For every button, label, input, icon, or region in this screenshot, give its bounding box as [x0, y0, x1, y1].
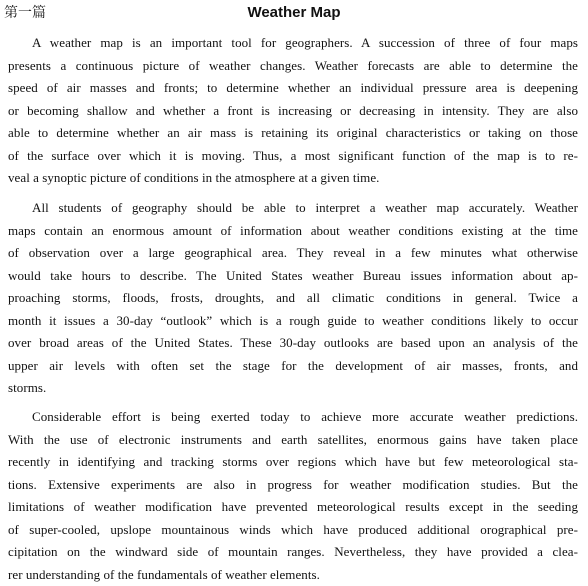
paragraph-2	[8, 197, 578, 400]
paragraph-line: upper air levels with often set the stage for the development of air masses, fronts, and	[8, 357, 578, 373]
paragraph-line: speed of air masses and fronts; to determine whether an individual pressure area is deepening	[8, 80, 578, 95]
paragraph-1	[8, 32, 578, 190]
chapter-label: 第一篇	[4, 5, 46, 21]
paragraph-line: over broad areas of the United States. These 30-day outlooks are based upon an analysis of the	[8, 335, 578, 350]
paragraph-line: of observation over a large geographical area. They reveal in a few minutes what otherwise	[8, 245, 578, 260]
paragraph-3	[8, 406, 578, 586]
paragraph-line: able to determine whether an air mass is retaining its original characteristics or taking on those	[8, 125, 578, 140]
paragraph-line: or becoming shallow and whether a front is increasing or decreasing in intensity. They are also	[8, 102, 578, 118]
page-header	[4, 4, 584, 24]
paragraph-line: limitations of weather modification have prevented meteorological results except in the seeding	[8, 499, 578, 514]
paragraph-line: presents a continuous picture of weather changes. Weather forecasts are able to determine the	[8, 57, 578, 73]
paragraph-line: Considerable effort is being exerted today to achieve more accurate weather predictions.	[32, 409, 578, 424]
paragraph-line: storms.	[8, 380, 47, 395]
paragraph-line: of super-cooled, upslope mountainous winds which have produced additional orographical pre-	[8, 521, 578, 537]
paragraph-line: would take hours to describe. The United States weather Bureau issues information about ap-	[8, 267, 578, 283]
paragraph-line: A weather map is an important tool for geographers. A succession of three of four maps	[32, 35, 578, 50]
paragraph-line: recently in identifying and tracking storms over regions which have but few meteorological sta-	[8, 454, 578, 469]
paragraph-line: All students of geography should be able to interpret a weather map accurately. Weather	[32, 200, 578, 215]
page-title: Weather Map	[247, 4, 341, 21]
paragraph-line: rer understanding of the fundamentals of weather elements.	[8, 566, 320, 582]
paragraph-line: tions. Extensive experiments are also in progress for weather modification studies. But the	[8, 476, 578, 492]
paragraph-line: proaching storms, floods, frosts, droughts, and all climatic conditions in general. Twice a	[8, 290, 578, 305]
paragraph-line: With the use of electronic instruments and earth satellites, enormous gains have taken place	[8, 431, 578, 447]
paragraph-line: of the surface over which it is moving. Thus, a most significant function of the map is to re-	[8, 147, 578, 163]
paragraph-line: veal a synoptic picture of conditions in the atmosphere at a given time.	[8, 170, 380, 185]
paragraph-line: maps contain an enormous amount of information about weather conditions existing at the time	[8, 222, 578, 238]
paragraph-line: month it issues a 30-day “outlook” which is a rough guide to weather conditions likely to occur	[8, 312, 578, 328]
paragraph-line: cipitation on the windward side of mountain ranges. Nevertheless, they have provided a clea-	[8, 544, 578, 559]
